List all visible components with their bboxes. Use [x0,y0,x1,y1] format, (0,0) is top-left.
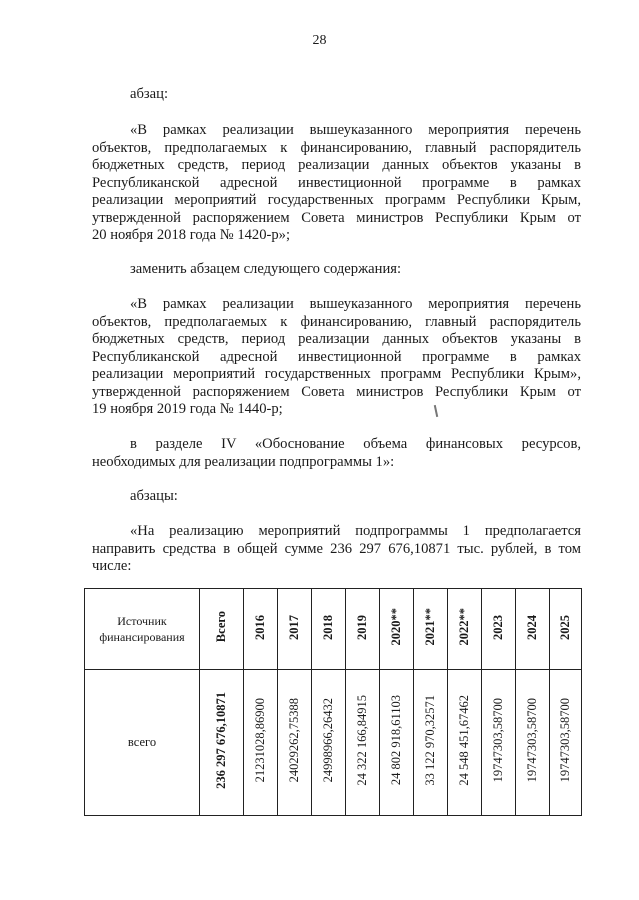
paragraph-line: «В рамках реализации вышеуказанного мероприятия перечень [130,122,581,138]
paragraph-line: направить средства в общей сумме 236 297 676,10871 тыс. рублей, в том [92,540,581,557]
paragraph-line: «На реализацию мероприятий подпрограммы 1 предполагается [130,523,581,539]
paragraph-line: объектов, предполагаемых к финансированию, главный распорядитель [92,313,581,330]
value-cell: 24 802 918,61103 [380,670,414,816]
header-cell: 2022** [448,589,482,670]
paragraph-line: реализации мероприятий государственных программ Республики Крым», [92,366,581,382]
table-header-row [85,589,582,670]
paragraph-line: бюджетных средств, период реализации данных объектов указаны в [92,157,581,173]
value-cell: 24 322 166,84915 [346,670,380,816]
header-cell: Всего [200,589,244,670]
value-cell: 236 297 676,10871 [200,670,244,816]
source-header-cell: Источник финансирования [85,589,200,670]
value-cell: 24 548 451,67462 [448,670,482,816]
paragraph-line: абзацы: [130,488,178,504]
paragraph-line: Республиканской адресной инвестиционной программе в рамках [92,174,581,191]
paragraph-line: утвержденной распоряжением Совета министров Республики Крым от [92,383,581,400]
value-cell: 24029262,75388 [278,670,312,816]
page-number: 28 [312,33,327,48]
value-cell: 19747303,58700 [550,670,582,816]
paragraph-line: числе: [92,558,132,574]
header-cell: 2020** [380,589,414,670]
financing-table [84,588,582,816]
value-cell: 24998966,26432 [312,670,346,816]
paragraph-line: «В рамках реализации вышеуказанного мероприятия перечень [130,296,581,312]
paragraph-line: бюджетных средств, период реализации данных объектов указаны в [92,331,581,347]
paragraph-line: реализации мероприятий государственных программ Республики Крым, [92,192,581,208]
header-cell: 2019 [346,589,380,670]
paragraph-line: в разделе IV «Обоснование объема финансовых ресурсов, [130,436,581,452]
header-cell: 2017 [278,589,312,670]
paragraph-line: Республиканской адресной инвестиционной программе в рамках [92,348,581,365]
header-cell: 2023 [482,589,516,670]
header-cell: 2021** [414,589,448,670]
table-row [85,670,582,816]
header-cell: 2016 [244,589,278,670]
value-cell: 21231028,86900 [244,670,278,816]
value-cell: 33 122 970,32571 [414,670,448,816]
paragraph-line: заменить абзацем следующего содержания: [130,261,402,277]
value-cell: 19747303,58700 [482,670,516,816]
paragraph-line: объектов, предполагаемых к финансированию, главный распорядитель [92,139,581,156]
paragraph-line: абзац: [130,86,169,102]
paragraph-line: 20 ноября 2018 года № 1420-р»; [92,227,291,243]
paragraph-line: утвержденной распоряжением Совета министров Республики Крым от [92,209,581,226]
paragraph-line: необходимых для реализации подпрограммы 1»: [92,453,395,470]
value-cell: 19747303,58700 [516,670,550,816]
row-label-cell: всего [85,670,200,816]
header-cell: 2025 [550,589,582,670]
header-cell: 2024 [516,589,550,670]
header-cell: 2018 [312,589,346,670]
paragraph-line: 19 ноября 2019 года № 1440-р; [92,401,283,417]
